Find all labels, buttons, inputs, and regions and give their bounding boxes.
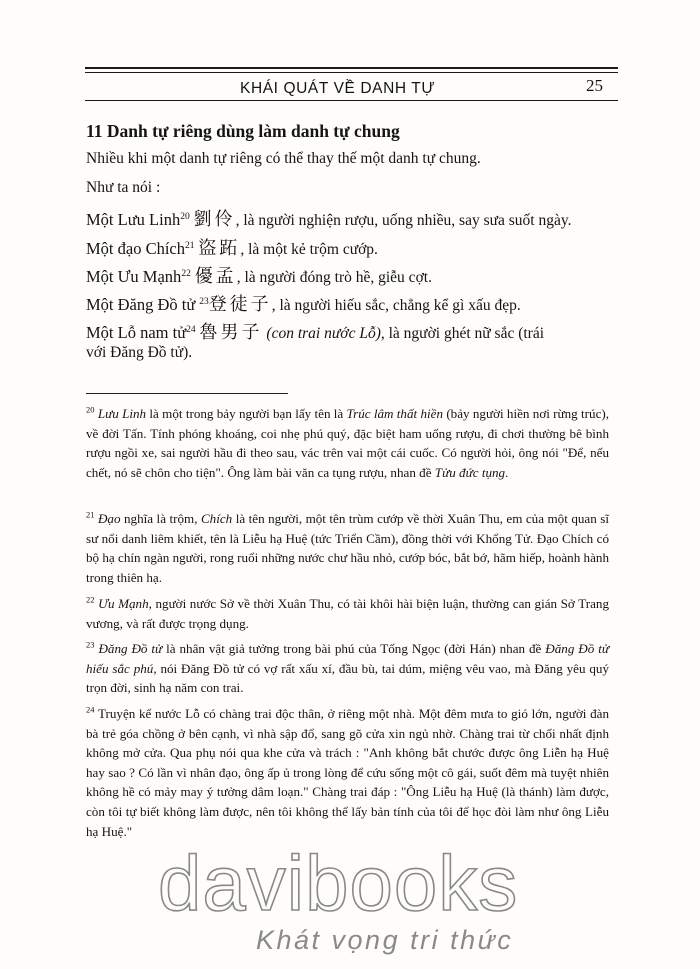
- example-text: , là một kẻ trộm cướp.: [240, 241, 378, 258]
- example-text: , là người nghiện rượu, uống nhiều, say sưa suốt ngày.: [235, 212, 572, 229]
- example-line: [86, 205, 572, 231]
- example-text: , là người hiếu sắc, chẳng kể gì xấu đẹp.: [271, 297, 521, 314]
- hanzi: 盜跖: [198, 238, 241, 259]
- footnote: $^{21}$ Đạo nghĩa là trộm, Chích là tên người, một tên trùm cướp về thời Xuân Thu, em của một quan sĩ sư nổi danh liêm khiết, tên là Liễu hạ Huệ (tức Triển Cầm), đồng thời với Khổng Tử. Đạo Chích có bộ hạ chín ngàn người, rong ruổi những nước chư hầu nhỏ, cướp bóc, bắt bớ, hãm hiếp, hoành hành trong thiên hạ.: [86, 509, 609, 585]
- example-line: [86, 318, 544, 344]
- footnote: $^{20}$ Lưu Linh là một trong bảy người bạn lấy tên là Trúc lâm thất hiền (bảy người hiền nơi rừng trúc), về đời Tấn. Tính phóng khoáng, coi nhẹ phú quý, đặc biệt ham uống rượu, đi chơi thường bê bình rượu ngồi xe, sai người hầu đi theo sau, vác trên vai một cái cuốc. Có người hỏi, ông nói "Để, nếu chết, nó sẽ chôn cho tiện". Ông làm bài văn ca tụng rượu, nhan đề Tửu đức tụng.: [86, 404, 610, 480]
- footnote-separator: [86, 393, 288, 394]
- header-rule-bottom: [85, 100, 618, 101]
- example-text: , là người ghét nữ sắc (trái: [380, 325, 545, 342]
- example-line: [86, 262, 432, 288]
- footnote: $^{24}$ Truyện kể nước Lỗ có chàng trai độc thân, ở riêng một nhà. Một đêm mưa to gió lớn, người đàn bà trẻ góa chồng ở bên cạnh, vì nhà sập đổ, sang gõ cửa xin ngủ nhờ. Chàng trai từ chối nhất định không mở cửa. Qua phụ nói qua khe cửa và trách : "Anh không bắt chước được ông Liễn hạ Huệ hay sao ? Có lần vì nhân đạo, ông ấp ủ trong lòng để cứu sống một cô gái, suốt đêm mà tuyệt nhiên không hề có mảy may ý tưởng dâm loạn." Chàng trai đáp : "Ông Liễu hạ Huệ (là thánh) làm được, còn tôi tự biết không làm được, nên tôi không thể lấy bản tính của tôi để học đòi làm như ông Liễu hạ Huệ.": [86, 704, 609, 839]
- hanzi: 魯男子: [199, 322, 263, 343]
- hanzi: 劉伶: [193, 209, 236, 230]
- running-header-title: KHÁI QUÁT VỀ DANH TỰ: [240, 80, 436, 97]
- example-name: Một Lỗ nam tử: [86, 323, 187, 342]
- footnote-ref: 23: [199, 296, 209, 307]
- footnote-ref: 21: [185, 240, 195, 251]
- example-line: [86, 234, 378, 260]
- hanzi: 優孟: [194, 266, 237, 287]
- footnote: $^{23}$ Đăng Đồ tử là nhân vật giả tưởng trong bài phú của Tống Ngọc (đời Hán) nhan đề Đăng Đồ tử hiếu sắc phú, nói Đăng Đồ tử có vợ rất xấu xí, đầu bù, tai dúm, miệng vêu vao, mà Đăng yêu quý trọn đời, sinh hạ năm con trai.: [86, 639, 610, 696]
- example-text: , là người đóng trò hề, giễu cợt.: [236, 269, 432, 286]
- footnote-number: 21: [86, 509, 95, 520]
- example-name: Một Ưu Mạnh: [86, 267, 182, 286]
- footnote-number: 23: [86, 639, 95, 650]
- hanzi: 登徒子: [208, 294, 272, 315]
- watermark-logo: davibooks: [158, 839, 519, 927]
- page-number: 25: [586, 76, 603, 95]
- intro-paragraph: Nhiều khi một danh tự riêng có thể thay thế một danh tự chung.: [86, 150, 481, 167]
- footnote-number: 22: [86, 594, 95, 605]
- lead-paragraph: Như ta nói :: [86, 179, 161, 196]
- footnote-ref: 20: [180, 211, 190, 222]
- footnote: $^{22}$ Ưu Mạnh, người nước Sở về thời Xuân Thu, có tài khôi hài biện luận, thường can gián Sở Trang vương, và rất được trọng dụng.: [86, 594, 609, 631]
- example-line: [86, 290, 521, 316]
- footnote-number: 20: [86, 404, 95, 415]
- section-title: 11 Danh tự riêng dùng làm danh tự chung: [86, 121, 400, 141]
- example-name: Một Đăng Đồ tử: [86, 295, 196, 314]
- footnote-ref: 24: [186, 324, 196, 335]
- example-continuation: với Đăng Đồ tử).: [86, 344, 193, 361]
- example-name: Một đạo Chích: [86, 239, 185, 258]
- header-rule-thin: [85, 72, 618, 73]
- footnote-number: 24: [86, 704, 95, 715]
- example-gloss: (con trai nước Lỗ): [266, 325, 381, 342]
- footnote-ref: 22: [181, 268, 191, 279]
- header-rule-thick: [85, 67, 618, 69]
- watermark-slogan: Khát vọng tri thức: [256, 925, 514, 955]
- example-name: Một Lưu Linh: [86, 210, 181, 229]
